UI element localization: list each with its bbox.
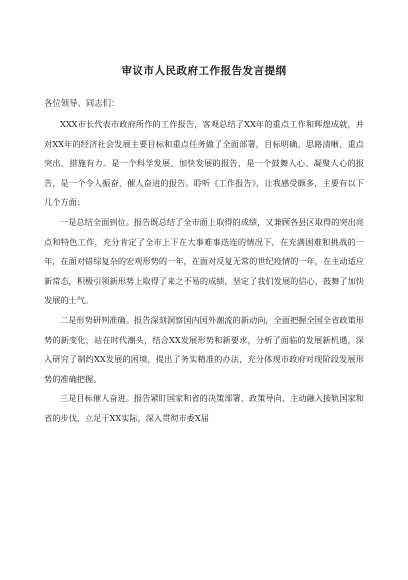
paragraph-point-one: 一是总结全面到位。报告既总结了全市面上取得的成绩，又兼顾各县区取得的突出亮点和特色工作，充分肯定了全市上下在大事难事迭连的情况下，在充满困难和挑战的一年，在面对错综复杂的宏观形势的一年，在面对反复无常的世纪疫情的一年，在主动适应新常态，积极引领新形势上取得了来之不易的成绩，坚定了我们发展的信心，鼓舞了加快发展的士气。 <box>44 216 364 306</box>
paragraph-point-three: 三是目标催人奋进。报告紧盯国家和省的决策部署、政策导向，主动融入接轨国家和省的步伐，立足于XX实际，深入贯彻市委X届 <box>44 393 364 423</box>
salutation: 各位领导、同志们： <box>44 98 120 108</box>
paragraph-intro: XXX市长代表市政府所作的工作报告，客观总结了XX年的重点工作和辉煌成就，并对XX年的经济社会发展主要目标和重点任务做了全面部署，目标明确、思路清晰、重点突出、措施有力。是一个科学发展、加快发展的报告，是一个鼓舞人心、凝聚人心的报告，是一个令人振奋、催人奋进的报告。聆听《工作报告》，让我感受颇多，主要有以下几个方面： <box>44 119 364 208</box>
document-title: 审议市人民政府工作报告发言提纲 <box>121 65 287 77</box>
paragraph-point-two: 二是形势研判准确。报告深刻洞察国内国外潮流的新动向，全面把握全国全省政策形势的新变化，站在时代潮头，结合XX发展形势和新要求，分析了面临的发展新机遇，深入研究了制约XX发展的困境，提出了务实精准的办法，充分体现市政府对现阶段发展形势的准确把握。 <box>44 314 364 384</box>
